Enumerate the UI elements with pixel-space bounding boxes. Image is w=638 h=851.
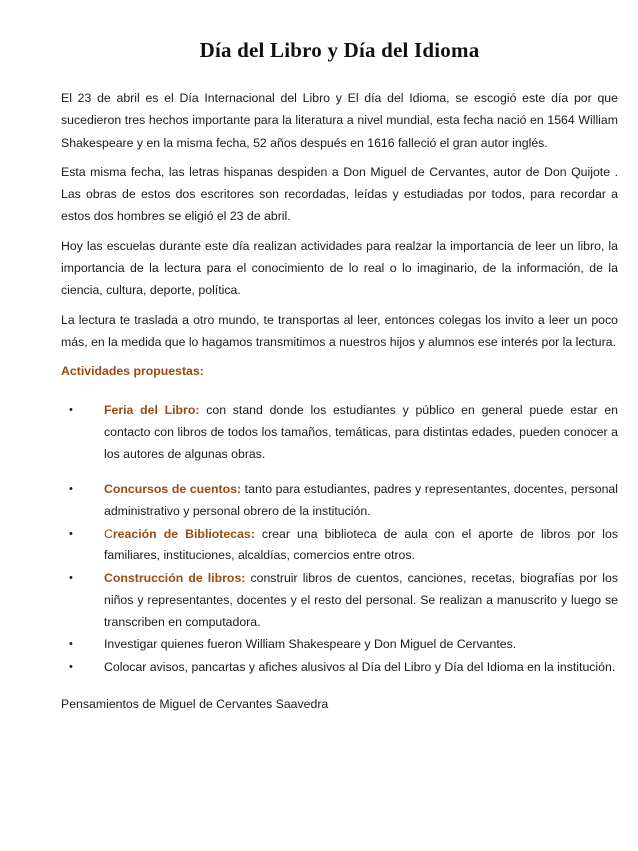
activity-title: Feria del Libro: [104, 403, 200, 418]
paragraph-cervantes: Esta misma fecha, las letras hispanas despiden a Don Miguel de Cervantes, autor de Don Quijote . Las obras de estos dos escritores son recordadas, leídas y estudiadas por todos, para recordar a estos dos hombres se eligió el 23 de abril. [61, 164, 618, 224]
activity-title: Construcción de libros: [104, 571, 246, 586]
list-item [61, 634, 618, 656]
activity-text: Colocar avisos, pancartas y afiches alusivos al Día del Libro y Día del Idioma en la institución. [104, 660, 616, 674]
activity-title: reación de Bibliotecas: [112, 526, 255, 541]
activity-title-lead: C [104, 526, 113, 541]
bullet-icon: • [69, 527, 73, 540]
list-item [61, 568, 618, 633]
activity-text: con stand donde los estudiantes y público en general puede estar en contacto con libros de todos los tamaños, temáticas, para distintas edades, pueden conocer a los autores de algunas obras. [104, 403, 619, 461]
bullet-icon: • [69, 638, 73, 651]
document-title: Día del Libro y Día del Idioma [199, 38, 480, 62]
paragraph-reading: La lectura te traslada a otro mundo, te transportas al leer, entonces colegas los invito a leer un poco más, en la medida que lo hagamos transmitimos a nuestros hijos y alumnos ese interés por la lectura. [61, 312, 618, 349]
activity-title: Concursos de cuentos: [104, 482, 242, 497]
list-item [61, 657, 618, 679]
activity-text: Investigar quienes fueron William Shakespeare y Don Miguel de Cervantes. [104, 637, 517, 652]
footer-text: Pensamientos de Miguel de Cervantes Saavedra [61, 696, 329, 711]
document-page [61, 38, 618, 715]
activity-text: crear una biblioteca de aula con el aporte de libros por los familiares, instituciones, alcaldías, comercios entre otros. [104, 526, 619, 563]
bullet-icon: • [69, 483, 73, 496]
list-item [61, 479, 618, 522]
paragraph-intro: El 23 de abril es el Día Internacional del Libro y El día del Idioma, se escogió este día por que sucedieron tres hechos importante para la literatura a nivel mundial, esta fecha nació en 1564 William Shakespeare y en la misma fecha, 52 años después en 1616 falleció el gran autor inglés. [61, 91, 618, 150]
paragraph-schools: Hoy las escuelas durante este día realizan actividades para realzar la importancia de leer un libro, la importancia de la lectura para el conocimiento de lo real o lo imaginario, de la información, de la ciencia, cultura, deporte, política. [61, 238, 618, 298]
activities-heading: Actividades propuestas: [61, 364, 204, 379]
bullet-icon: • [69, 572, 73, 585]
activity-text: construir libros de cuentos, canciones, recetas, biografías por los niños y representantes, docentes y el resto del personal. Se realizan a manuscrito y luego se transcriben en computadora. [104, 571, 618, 629]
bullet-icon: • [69, 404, 73, 417]
activities-list [61, 400, 618, 678]
bullet-icon: • [69, 661, 73, 673]
list-item [61, 400, 618, 465]
activity-text: tanto para estudiantes, padres y representantes, docentes, personal administrativo y personal obrero de la institución. [104, 482, 618, 519]
list-item [61, 524, 618, 567]
